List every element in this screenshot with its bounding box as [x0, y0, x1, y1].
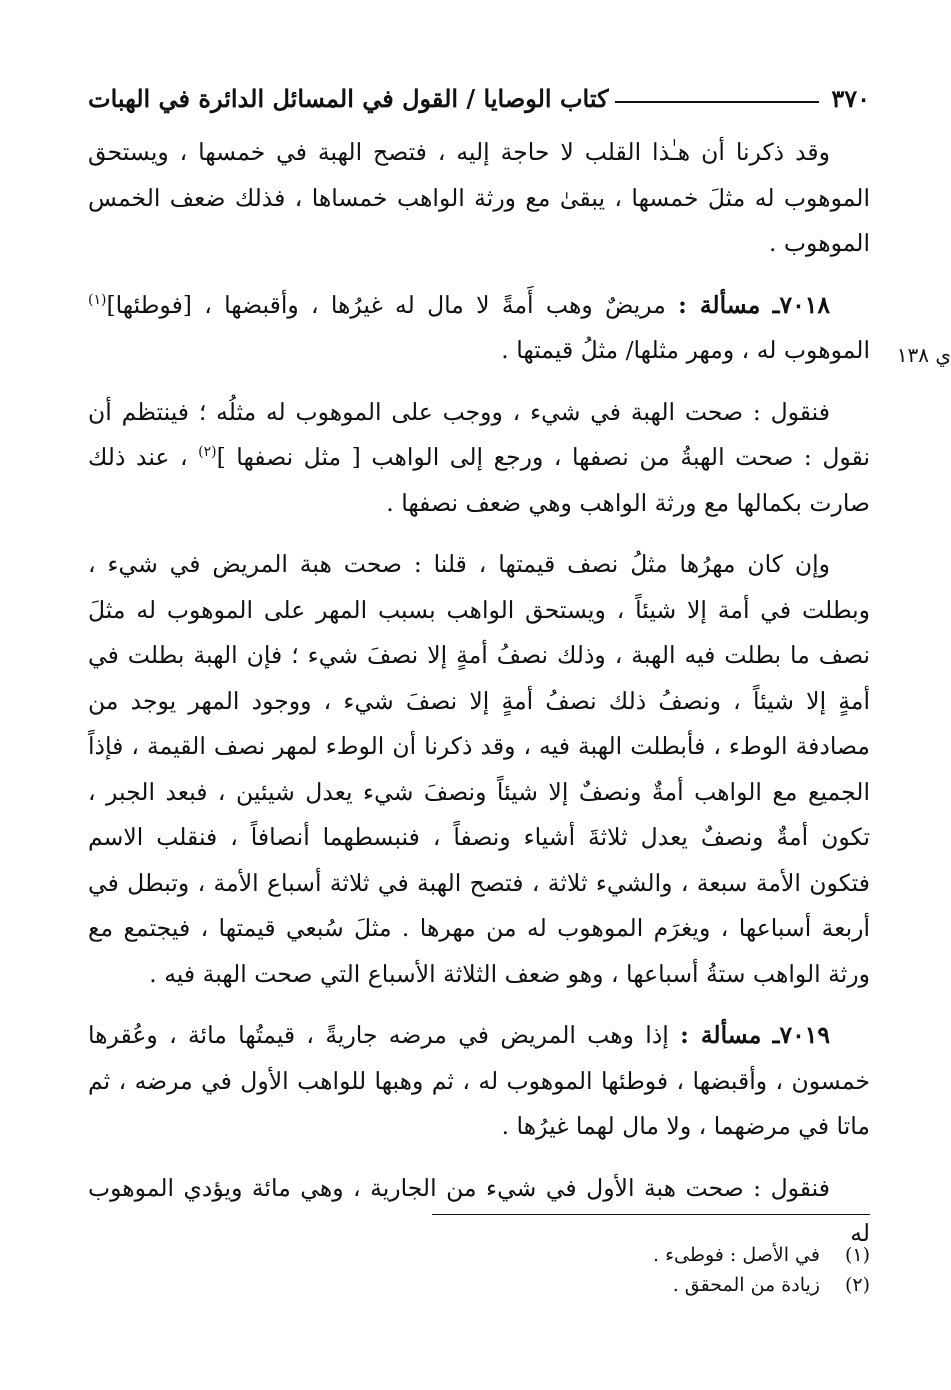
- paragraph-5-text: إذا وهب المريض في مرضه جاريةً ، قيمتُها مائة ، وعُقرها خمسون ، وأقبضها ، فوطئها الموهوب له ، ثم وهبها للواهب الأول في مرضه ، ثم ماتا في مرضهما ، ولا مال لهما غيرُها .: [88, 1021, 870, 1140]
- footnote-number: (١): [844, 1244, 870, 1266]
- footnotes: [300, 1240, 870, 1300]
- margin-reference: ي ١٣٨: [896, 343, 951, 367]
- paragraph-2: [88, 283, 870, 374]
- page-number: ٣٧٠: [831, 83, 870, 113]
- footnote-ref-2: (٢): [198, 444, 217, 461]
- footnote-text: في الأصل : فوطىء .: [653, 1244, 820, 1266]
- paragraph-2-text-a: مريضٌ وهب أَمةً لا مال له غيرُها ، وأقبضها ، [فوطئها]: [106, 290, 666, 319]
- footnote: [300, 1240, 870, 1270]
- footnote-number: (٢): [844, 1274, 870, 1296]
- issue-label: مسألة :: [678, 290, 761, 319]
- paragraph-6: فنقول : صحت هبة الأول في شيء من الجارية ، وهي مائة ويؤدي الموهوب له: [88, 1173, 870, 1247]
- footnote: [300, 1270, 870, 1300]
- paragraph-5: [88, 1013, 870, 1150]
- header-title: كتاب الوصايا / القول في المسائل الدائرة في الهبات: [88, 83, 609, 113]
- header-rule: [615, 101, 820, 103]
- paragraph-4: وإن كان مهرُها مثلُ نصف قيمتها ، قلنا : صحت هبة المريض في شيء ، وبطلت في أمة إلا شيئاً ، ويستحق الواهب بسبب المهر على الموهوب له مثلَ نصف ما بطلت فيه الهبة ، وذلك نصفُ أمةٍ إلا نصفَ شيء ؛ فإن الهبة بطلت في أمةٍ إلا شيئاً ، ونصفُ ذلك نصفُ أمةٍ إلا نصفَ شيء ، ووجود المهر يوجد من مصادفة الوطء ، فأبطلت الهبة فيه ، وقد ذكرنا أن الوطء لمهر نصف القيمة ، فإذاً الجميع مع الواهب أمةٌ ونصفٌ إلا شيئاً ونصفَ شيء يعدل شيئين ، فبعد الجبر ، تكون أمةٌ ونصفٌ يعدل ثلاثةَ أشياء ونصفاً ، فنبسطهما أنصافاً ، فنقلب الاسم فتكون الأمة سبعة ، والشيء ثلاثة ، فتصح الهبة في ثلاثة أسباع الأمة ، وتبطل في أربعة أسباعها ، ويغرَم الموهوب له من مهرها . مثلَ سُبعي قيمتها ، فيجتمع مع ورثة الواهب ستةُ أسباعها ، وهو ضعف الثلاثة الأسباع التي صحت الهبة فيه .: [88, 550, 870, 988]
- running-header: [88, 78, 870, 118]
- footnote-rule: [432, 1214, 870, 1215]
- issue-label: مسألة :: [680, 1021, 762, 1049]
- paragraph-3-text-b: ، عند ذلك صارت بكمالها مع ورثة الواهب وهي ضعف نصفها .: [88, 443, 870, 517]
- main-text: [88, 130, 870, 1273]
- issue-number: ٧٠١٩ـ: [772, 1021, 830, 1049]
- paragraph-2-text-b: الموهوب له ، ومهر مثلها/ مثلُ قيمتها .: [501, 336, 870, 364]
- paragraph-3: [88, 390, 870, 527]
- footnote-text: زيادة من المحقق .: [672, 1274, 820, 1296]
- paragraph-3-text-a: فنقول : صحت الهبة في شيء ، ووجب على الموهوب له مثلُه ؛ فينتظم أن نقول : صحت الهبةُ من نصفها ، ورجع إلى الواهب [ مثل نصفها ]: [88, 397, 870, 471]
- issue-number: ٧٠١٨ـ: [772, 290, 830, 319]
- footnote-ref-1: (١): [88, 291, 107, 308]
- paragraph-1: وقد ذكرنا أن هـٰذا القلب لا حاجة إليه ، فتصح الهبة في خمسها ، ويستحق الموهوب له مثلَ خمسها ، يبقىٰ مع ورثة الواهب خمساها ، فذلك ضعف الخمس الموهوب .: [88, 138, 870, 257]
